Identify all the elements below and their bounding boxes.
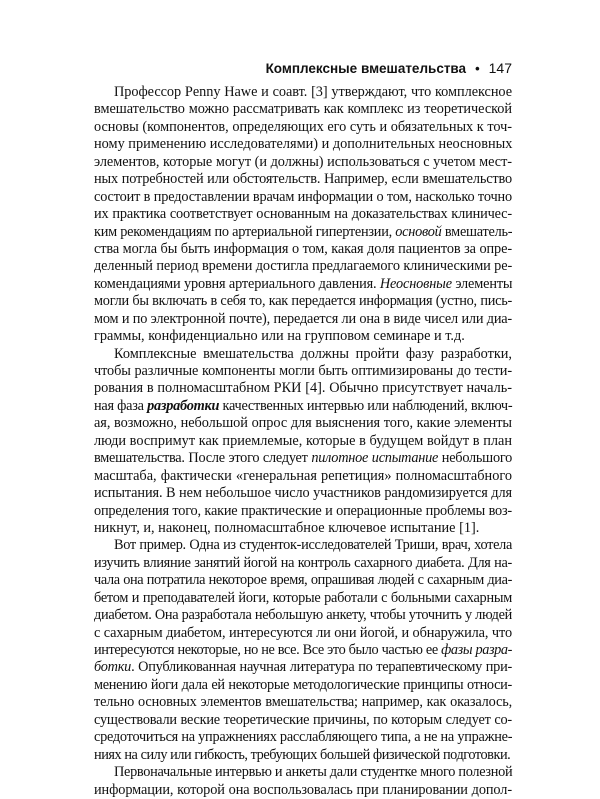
text-line: [94, 520, 512, 537]
text-run: вмешательства. После этого следует: [94, 450, 312, 467]
text-line: [94, 154, 512, 171]
text-run: небольшого: [438, 450, 512, 467]
text-line: [94, 433, 512, 450]
text-run: элементов, которые могут (и должны) использоваться с учетом мест-: [94, 153, 512, 170]
text-line: [94, 537, 512, 554]
text-run: существовали веские теоретические причины, по которым следует со-: [94, 711, 512, 728]
emphasized-term: основой: [395, 223, 442, 240]
text-line: [94, 415, 512, 432]
text-run: качественных интервью или наблюдений, включ-: [219, 397, 513, 414]
text-line: [94, 346, 512, 363]
emphasized-term: фазы разра-: [441, 642, 512, 658]
text-line: [94, 171, 512, 188]
text-run: ная фаза: [94, 397, 148, 414]
text-line: [94, 101, 512, 118]
text-line: [94, 293, 512, 310]
text-run: чтобы различные компоненты могли быть оптимизированы до тести-: [94, 363, 512, 379]
text-line: [94, 311, 512, 328]
text-run: ая, возможно, небольшой опрос для выяснения того, какие элементы: [94, 415, 512, 432]
text-run: Вот пример. Одна из студенток-исследователей Триши, врач, хотела: [114, 537, 512, 554]
text-line: [94, 328, 512, 345]
text-run: масштаба, фактически «генеральная репетиция» полномасштабного: [94, 467, 512, 484]
text-run: ниях на силу или гибкость, требующих большей физической подготовки.: [94, 746, 511, 763]
text-line: [94, 625, 512, 642]
emphasized-term: Неосновные: [379, 275, 452, 292]
text-run: никнут, и, наконец, полномасштабное ключевое испытание [1].: [94, 519, 480, 536]
header-bullet: •: [475, 60, 480, 76]
text-run: состоит в предоставлении врачам информации о том, насколько точно: [94, 188, 512, 205]
text-line: [94, 206, 512, 223]
text-line: [94, 241, 512, 258]
text-run: диабетом. Она разработала небольшую анкету, чтобы уточнить у людей: [94, 607, 512, 624]
text-run: испытания. В нем небольшое число участников рандомизируется для: [94, 485, 512, 502]
text-line: [94, 712, 512, 729]
text-line: [94, 84, 512, 101]
text-line: [94, 258, 512, 275]
text-run: ким рекомендациям по артериальной гипертензии,: [94, 223, 396, 240]
text-line: [94, 677, 512, 694]
text-run: мом и по электронной почте), передается ли она в виде чисел или диа-: [94, 310, 512, 327]
running-header: [94, 58, 512, 78]
text-run: ному применению исследователями) и дополнительных неосновных: [94, 136, 513, 153]
text-run: бетом и преподавателей йоги, которые работали с больными сахарным: [94, 589, 512, 606]
text-line: [94, 590, 512, 607]
text-run: деленный период времени достигла предлагаемого клиническими ре-: [94, 258, 513, 275]
text-run: чала она потратила некоторое время, опрашивая людей с сахарным диа-: [94, 572, 512, 589]
text-line: [94, 468, 512, 485]
text-line: [94, 747, 512, 764]
text-line: [94, 119, 512, 136]
text-run: люди воспримут как приемлемые, которые в будущем войдут в план: [94, 432, 512, 449]
text-run: вмешатель-: [441, 223, 513, 240]
text-line: [94, 189, 512, 206]
text-line: [94, 764, 512, 781]
section-title: Комплексные вмешательства: [265, 60, 467, 76]
text-line: [94, 572, 512, 589]
text-run: . Опубликованная научная литература по терапевтическому при-: [131, 659, 512, 676]
text-line: [94, 694, 512, 711]
text-run: изучить влияние занятий йогой на контроль сахарного диабета. Для на-: [94, 554, 512, 571]
text-line: [94, 363, 512, 380]
text-line: [94, 485, 512, 502]
text-line: [94, 659, 512, 676]
text-line: [94, 642, 512, 659]
text-run: могли бы включать в себя то, как передается информация (устно, пись-: [94, 293, 512, 310]
emphasized-term: ботки: [94, 659, 132, 676]
body-text: [94, 84, 512, 799]
text-run: с сахарным диабетом, интересуются ли они йогой, и обнаружила, что: [94, 624, 512, 641]
text-line: [94, 276, 512, 293]
text-line: [94, 555, 512, 572]
page-number: 147: [488, 60, 512, 76]
text-run: основы (компонентов, определяющих его суть и обязательных к точ-: [94, 118, 512, 135]
text-run: рования в полномасштабном РКИ [4]. Обычно присутствует началь-: [94, 380, 512, 397]
text-line: [94, 607, 512, 624]
text-line: [94, 503, 512, 520]
text-run: ства могла бы быть информация о том, какая доля пациентов за опре-: [94, 240, 512, 257]
text-run: Первоначальные интервью и анкеты дали студентке много полезной: [114, 764, 513, 781]
text-run: их практика соответствует основанным на доказательствах клиничес-: [94, 206, 512, 223]
text-run: тельно основных элементов вмешательства; например, как оказалось,: [94, 694, 512, 711]
emphasized-term: пилотное испытание: [311, 450, 439, 467]
text-run: менению йоги дала ей некоторые методологические принципы относи-: [94, 676, 512, 693]
text-line: [94, 729, 512, 746]
text-run: интересуются некоторые, но не все. Все это было частью ее: [94, 642, 442, 658]
text-line: [94, 224, 512, 241]
text-line: [94, 398, 512, 415]
text-line: [94, 782, 512, 799]
text-line: [94, 450, 512, 467]
text-run: граммы, конфиденциально или на групповом семинаре и т.д.: [94, 328, 465, 345]
text-run: ных потребностей или обстоятельств. Например, если вмешательство: [94, 171, 512, 188]
text-run: комендациями уровня артериального давления.: [94, 275, 380, 292]
text-run: средоточиться на упражнениях расслабляющего типа, а не на упражне-: [94, 729, 513, 746]
text-line: [94, 380, 512, 397]
text-run: элементы: [451, 275, 513, 292]
text-run: определения того, какие практические и операционные проблемы воз-: [94, 502, 512, 519]
text-line: [94, 136, 512, 153]
text-run: Профессор Penny Hawe и соавт. [3] утверждают, что комплексное: [114, 84, 512, 100]
text-run: информации, которой она воспользовалась при планировании допол-: [94, 781, 512, 798]
text-run: вмешательство можно рассматривать как комплекс из теоретической: [94, 101, 512, 118]
text-run: Комплексные вмешательства должны пройти фазу разработки,: [114, 345, 512, 362]
emphasized-term: разработки: [147, 397, 220, 414]
